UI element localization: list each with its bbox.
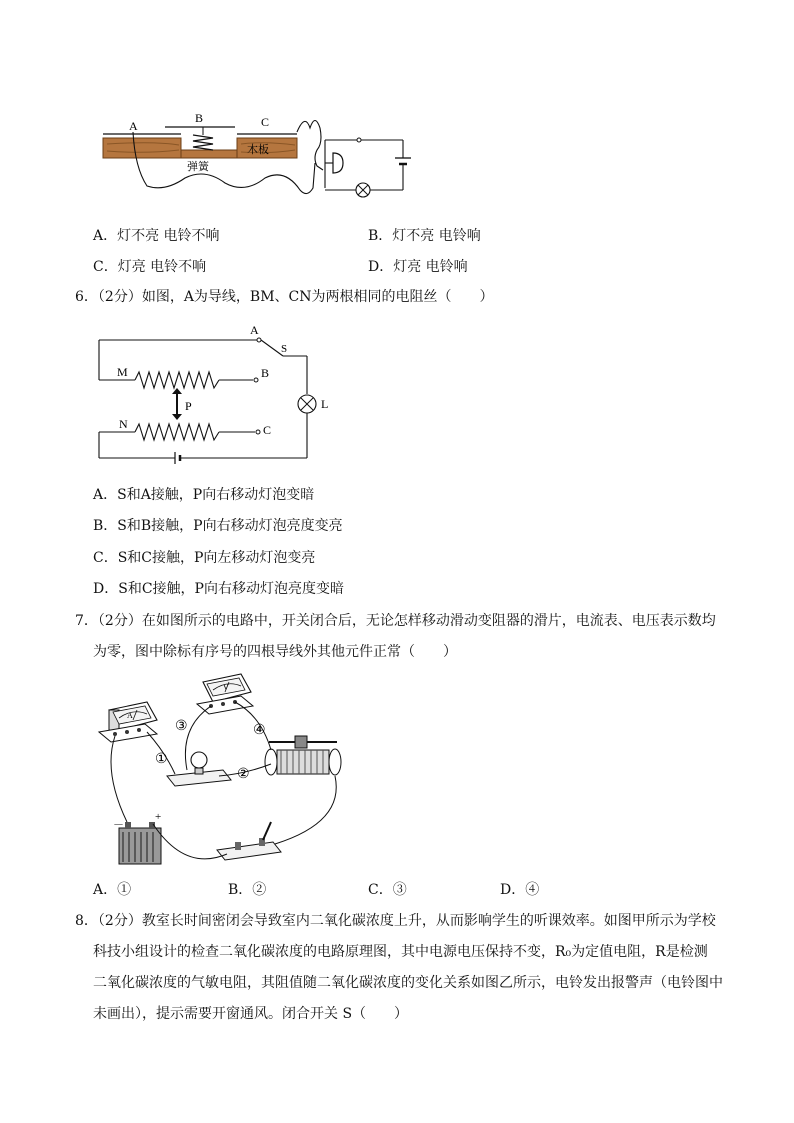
q8-line3: 二氧化碳浓度的气敏电阻，其阻值随二氧化碳浓度的变化关系如图乙所示，电铃发出报警声（电铃图中: [93, 975, 723, 991]
q8-line1: 8．（2分）教室长时间密闭会导致室内二氧化碳浓度上升，从而影响学生的听课效率。如图甲所示为学校: [75, 913, 716, 929]
q7-figure: [95, 672, 365, 872]
q8-line4: 未画出），提示需要开窗通风。闭合开关 S（ ）: [93, 1006, 409, 1022]
bell: [333, 153, 343, 173]
label-s6: S: [281, 343, 288, 355]
q5-option-b[interactable]: B．灯不亮 电铃响: [368, 228, 481, 244]
battery-box: [113, 811, 161, 864]
q7-stem-line1: 7．（2分）在如图所示的电路中，开关闭合后，无论怎样移动滑动变阻器的滑片，电流表、电压表示数均: [75, 613, 716, 629]
q6-option-d[interactable]: D．S和C接触，P向右移动灯泡亮度变暗: [93, 581, 344, 597]
resistor-nc: [135, 424, 219, 440]
label-m: M: [117, 365, 128, 379]
wood-board-left: [103, 138, 181, 158]
wood-board-bottom: [181, 150, 237, 158]
label-l: L: [321, 397, 329, 411]
label-b6: B: [261, 366, 270, 380]
q6-figure: [95, 322, 345, 467]
label-p: P: [185, 399, 192, 413]
q7-option-a[interactable]: A．①: [93, 882, 132, 898]
battery-plus: +: [155, 811, 162, 823]
spring: [193, 135, 213, 150]
q5-option-d[interactable]: D．灯亮 电铃响: [368, 259, 468, 275]
voltmeter-label: V: [223, 683, 229, 692]
bulb-board: [167, 752, 231, 786]
q5-figure: [95, 108, 425, 200]
label-a6: A: [250, 323, 259, 337]
wire-label-3: ③: [175, 719, 188, 734]
q5-option-a[interactable]: A．灯不亮 电铃不响: [93, 228, 220, 244]
spring-label: 弹簧: [187, 160, 209, 173]
rheostat: [265, 736, 341, 775]
resistor-mb: [135, 372, 219, 388]
switch-s: [261, 340, 283, 356]
wire-label-1: ①: [155, 752, 168, 767]
q7-option-b[interactable]: B．②: [228, 882, 267, 898]
q7-option-d[interactable]: D．④: [500, 882, 540, 898]
q5-option-c[interactable]: C．灯亮 电铃不响: [93, 259, 207, 275]
battery-minus: －: [113, 819, 124, 831]
label-c6: C: [263, 423, 272, 437]
q8-line2: 科技小组设计的检查二氧化碳浓度的电路原理图，其中电源电压保持不变，R₀为定值电阻，R是检测: [93, 944, 708, 960]
q7-option-c[interactable]: C．③: [368, 882, 407, 898]
label-b: B: [195, 111, 204, 125]
q6-stem: 6．（2分）如图，A为导线，BM、CN为两根相同的电阻丝（ ）: [75, 289, 494, 305]
ammeter-label: A: [127, 711, 133, 720]
q7-stem-line2: 为零，图中除标有序号的四根导线外其他元件正常（ ）: [93, 644, 457, 660]
label-n: N: [119, 417, 128, 431]
label-c: C: [261, 115, 270, 129]
wire-label-2: ②: [237, 767, 250, 782]
q6-option-c[interactable]: C．S和C接触，P向左移动灯泡变亮: [93, 550, 316, 566]
wire-label-4: ④: [253, 723, 266, 738]
q6-option-a[interactable]: A．S和A接触，P向右移动灯泡变暗: [93, 487, 315, 503]
label-a: A: [129, 119, 138, 133]
ammeter: [99, 702, 157, 742]
q6-option-b[interactable]: B．S和B接触，P向右移动灯泡亮度变亮: [93, 518, 343, 534]
board-label: 木板: [247, 143, 269, 156]
